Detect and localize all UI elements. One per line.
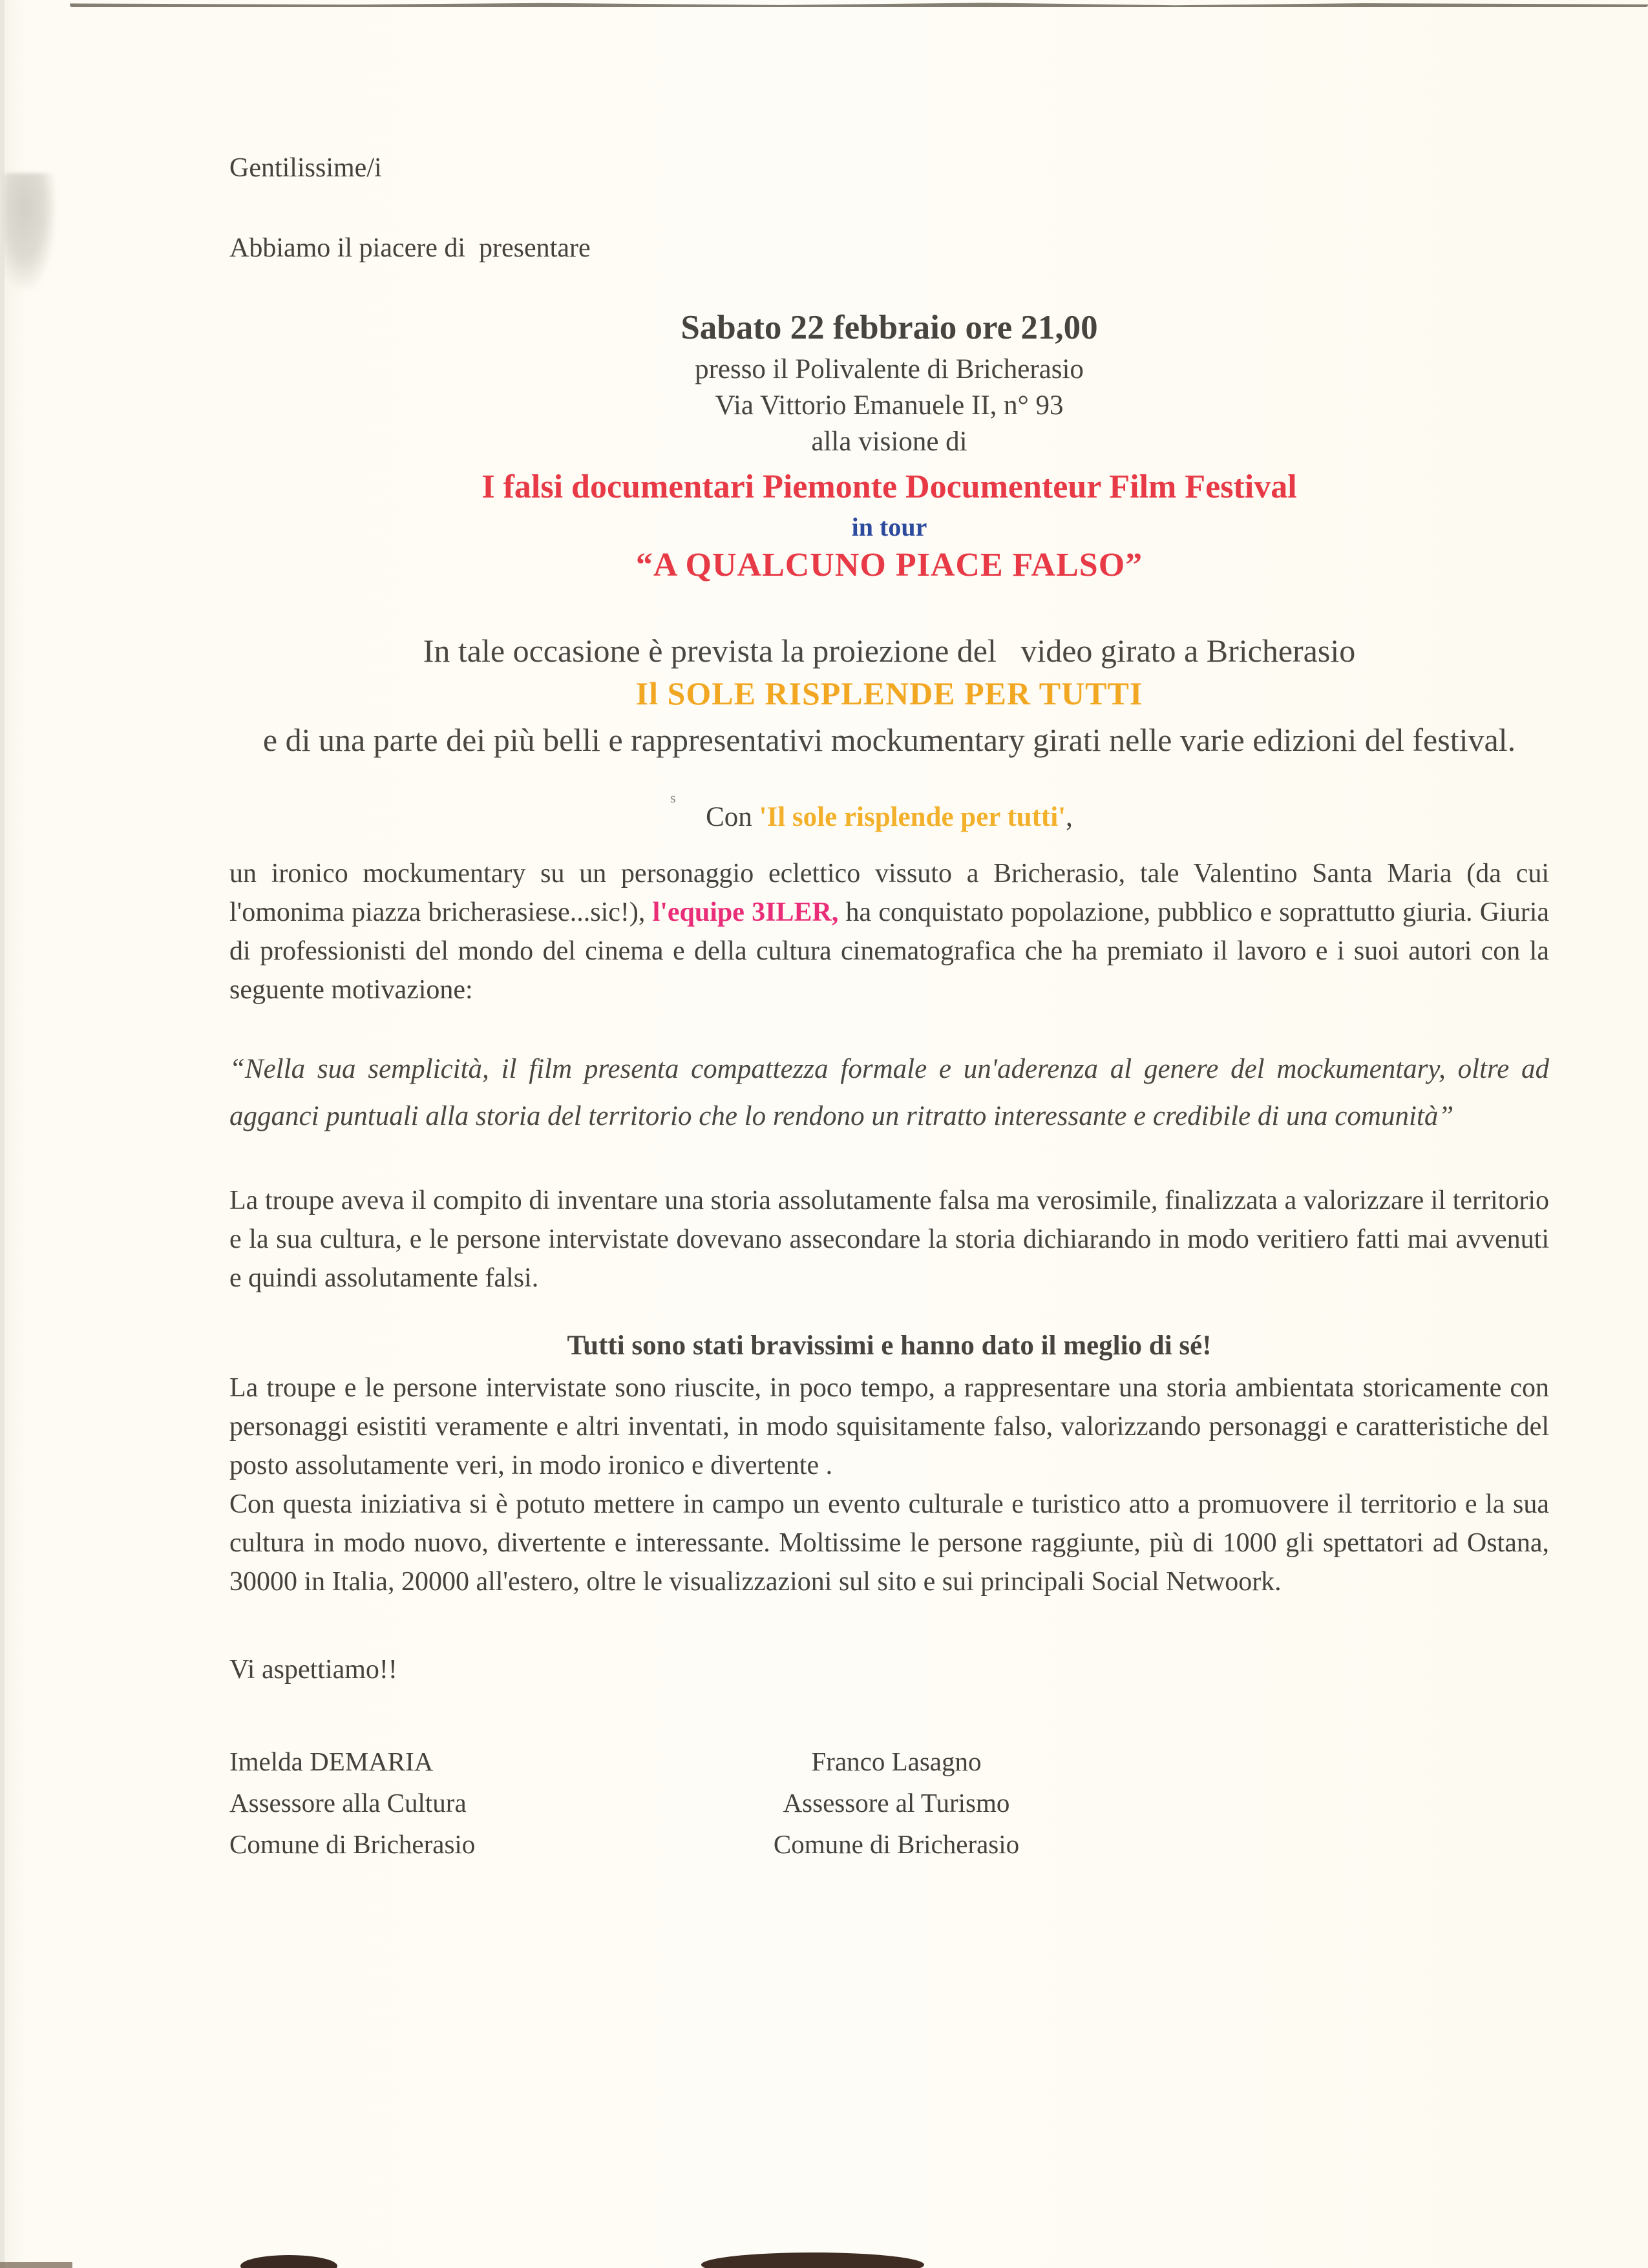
- jury-quote: “Nella sua semplicità, il film presenta compattezza formale e un'aderenza al genere del mockumentary, oltre ad agganci puntuali alla storia del territorio che lo rendono un ritratto interessante e credibile di una comunità”: [229, 1054, 1549, 1131]
- con-suffix: ,: [1066, 802, 1073, 832]
- festival-title: I falsi documentari Piemonte Documenteur Film Festival: [481, 468, 1297, 505]
- highlight-line: Tutti sono stati bravissimi e hanno dato il meglio di sé!: [567, 1330, 1212, 1361]
- event-venue: presso il Polivalente di Bricherasio: [695, 354, 1084, 384]
- show-title: “A QUALCUNO PIACE FALSO”: [635, 547, 1143, 583]
- tour-label: in tour: [851, 512, 927, 541]
- event-address: Via Vittorio Emanuele II, n° 93: [715, 390, 1064, 421]
- signer-org: Comune di Bricherasio: [229, 1829, 476, 1859]
- signature-block: [229, 1741, 1549, 1870]
- paragraph-result: La troupe e le persone intervistate sono riuscite, in poco tempo, a rappresentare una storia ambientata storicamente con personaggi esistiti veramente e altri inventati, in modo squisitamente falso, valorizzando personaggi e caratteristiche del posto assolutamente veri, in modo ironico e divertente .: [229, 1373, 1549, 1480]
- signer-role: Assessore alla Cultura: [229, 1788, 467, 1818]
- video-title: Il SOLE RISPLENDE PER TUTTI: [635, 675, 1143, 711]
- event-lead-in: alla visione di: [811, 426, 967, 457]
- announcement-line2: e di una parte dei più belli e rappresentativi mockumentary girati nelle varie edizioni del festival.: [262, 722, 1516, 758]
- equipe-name: l'equipe 3ILER,: [652, 898, 839, 927]
- salutation: Gentilissime/i: [229, 153, 382, 183]
- signature-left: [229, 1741, 475, 1865]
- con-prefix: Con: [706, 802, 759, 832]
- scan-artifact-left-edge: [0, 0, 5, 2268]
- announcement-block: [229, 629, 1549, 762]
- letter-content: [229, 0, 1549, 1870]
- intro-line: Abbiamo il piacere di presentare: [229, 233, 591, 263]
- paragraph1-before: un ironico mockumentary su un personaggio eclettico vissuto a Bricherasio, tale Valentino Santa Maria (da cui l'omonima piazza bricherasiese...sic!),: [229, 859, 1549, 927]
- paragraph-initiative: Con questa iniziativa si è potuto mettere in campo un evento culturale e turistico atto a promuovere il territorio e la sua cultura in modo nuovo, divertente e interessante. Moltissime le persone raggiunte, più di 1000 gli spettatori ad Ostana, 30000 in Italia, 20000 all'estero, oltre le visualizzazioni sul sito e sui principali Social Netwoork.: [229, 1489, 1549, 1597]
- paragraph-troupe-task: La troupe aveva il compito di inventare una storia assolutamente falsa ma verosimile, finalizzata a valorizzare il territorio e la sua cultura, e le persone intervistate dovevano assecondare la storia dichiarando in modo veritiero fatti mai avvenuti e quindi assolutamente falsi.: [229, 1186, 1549, 1293]
- signer-name: Imelda DEMARIA: [229, 1747, 434, 1776]
- paragraph-mockumentary: [229, 854, 1549, 1009]
- closing-line: Vi aspettiamo!!: [229, 1655, 397, 1685]
- announcement-line1: In tale occasione è prevista la proiezione del video girato a Bricherasio: [423, 633, 1356, 669]
- scan-artifact-bottom-blob: [701, 2252, 924, 2268]
- paragraph1-after: ha conquistato popolazione, pubblico e soprattutto giuria. Giuria di professionisti del mondo del cinema e della cultura cinematografica che ha premiato il lavoro e i suoi autori con la seguente motivazione:: [229, 898, 1549, 1005]
- con-line: [229, 799, 1549, 836]
- scan-artifact-smudge: [4, 173, 56, 289]
- con-highlighted-title: 'Il sole risplende per tutti': [759, 802, 1066, 832]
- scan-artifact-bottom-strip: [0, 2262, 72, 2268]
- scan-artifact-bottom-blob: [240, 2255, 337, 2268]
- signature-right: [735, 1741, 1058, 1865]
- scan-artifact-speck: s: [670, 790, 676, 806]
- event-datetime: Sabato 22 febbraio ore 21,00: [681, 309, 1098, 346]
- signer-name: Franco Lasagno: [811, 1747, 982, 1776]
- signer-role: Assessore al Turismo: [783, 1788, 1010, 1818]
- signer-org: Comune di Bricherasio: [773, 1829, 1020, 1859]
- event-header: [229, 304, 1549, 587]
